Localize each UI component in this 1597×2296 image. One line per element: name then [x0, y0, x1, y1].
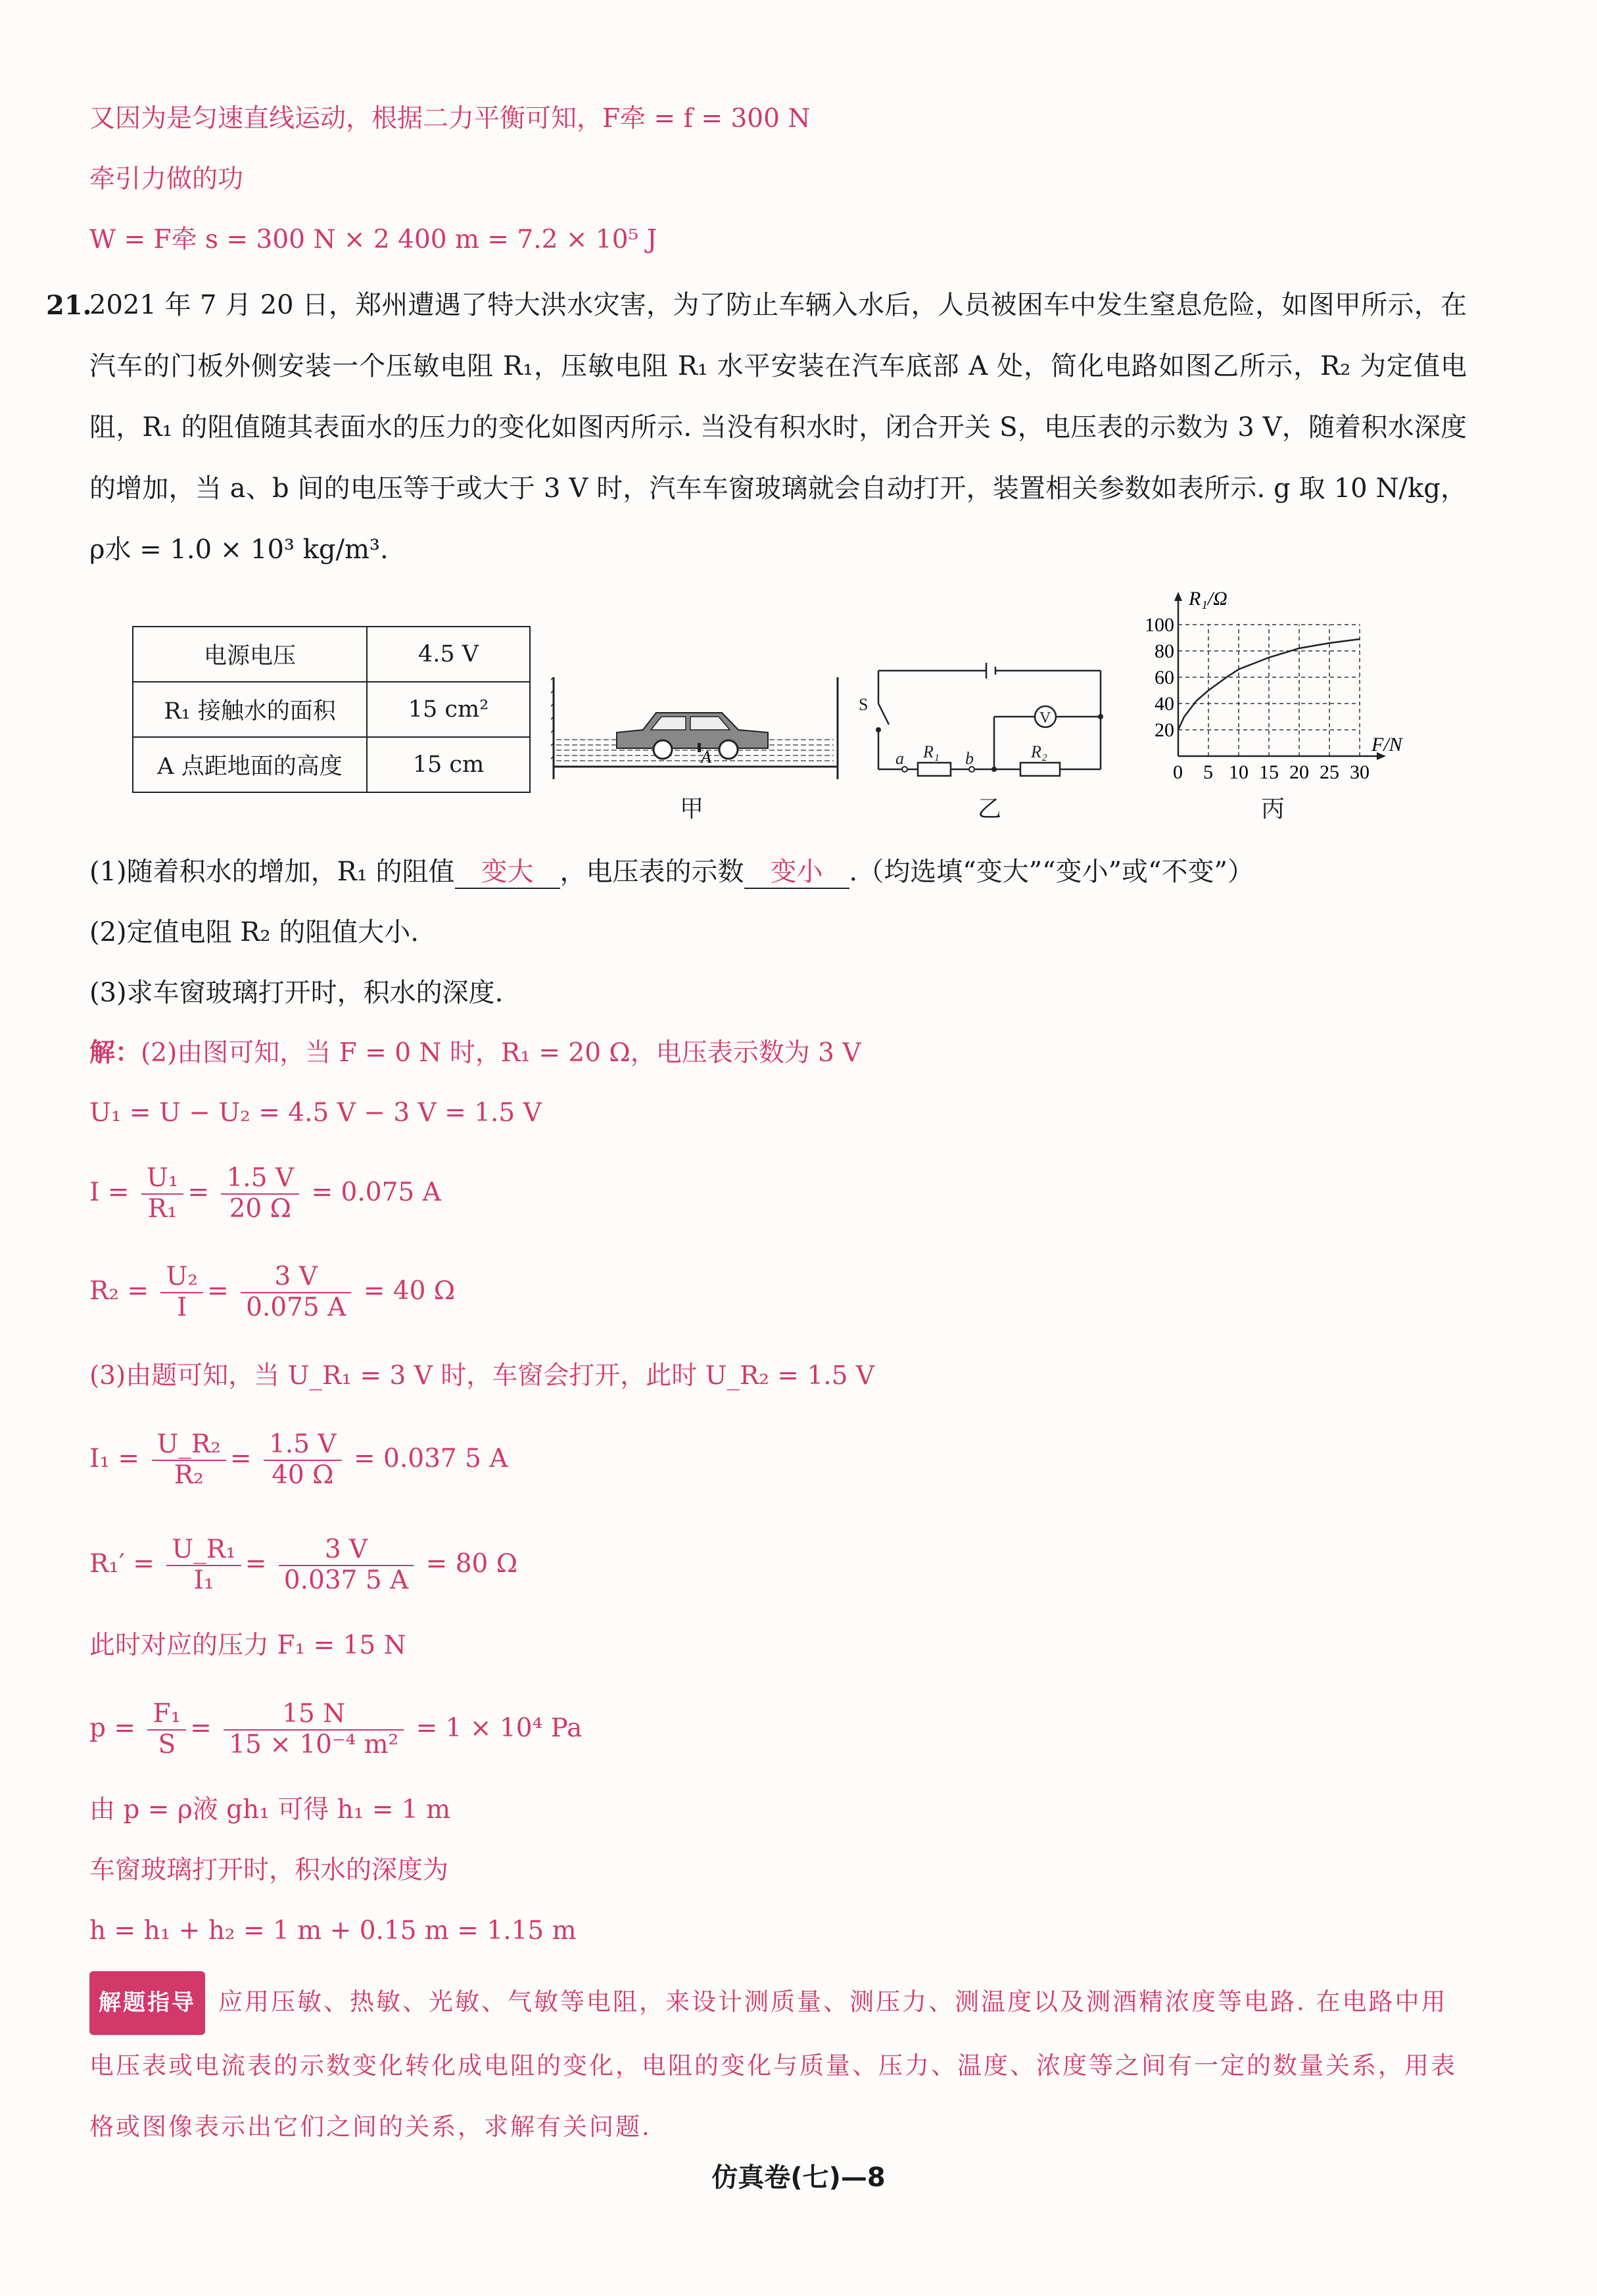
point-a-label: A — [701, 748, 711, 767]
table-row — [133, 737, 530, 792]
numerator: U₂ — [160, 1262, 203, 1293]
numerator: 3 V — [279, 1535, 414, 1566]
params-table — [132, 626, 531, 793]
question-text: 2021 年 7 月 20 日，郑州遭遇了特大洪水灾害，为了防止车辆入水后，人员被困车中发生窒息危险，如图甲所示，在汽车的门板外侧安装一个压敏电阻 R₁，压敏电阻 R₁ 水平安装在汽车底部 A 处，简化电路如图乙所示，R₂ 为定值电阻，R₁ 的阻值随其表面水的压力的变化如图丙所示. 当没有积水时，闭合开关 S，电压表的示数为 3 V，随着积水深度的增加，当 a、b 间的电压等于或大于 3 V 时，汽车车窗玻璃就会自动打开，装置相关参数如表所示. g 取 10 N/kg，ρ水 = 1.0 × 10³ kg/m³. — [89, 290, 1467, 565]
figure-label-yi: 乙 — [978, 796, 1002, 823]
formula-pressure: p = $\frac{\text{F₁}}{S}$ = $\frac{15 N}{\text{15 × 10⁻⁴ m²}}$ = 1 × 10⁴ Pa — [89, 1699, 583, 1759]
table-row — [133, 682, 530, 737]
formula-lhs: I = — [89, 1177, 130, 1207]
x-tick-label: 5 — [1203, 761, 1213, 783]
x-tick-label: 15 — [1259, 761, 1279, 783]
table-cell-label: A 点距地面的高度 — [133, 737, 367, 792]
numerator: U₁ — [141, 1164, 184, 1195]
fraction — [221, 1164, 299, 1224]
prev-solution-line-1: 又因为是匀速直线运动，根据二力平衡可知，F牵 = f = 300 N — [89, 104, 811, 133]
r1-circuit-label: R₁ — [923, 742, 940, 761]
formula-result: = 80 Ω — [425, 1548, 518, 1579]
formula-lhs: I₁ = — [89, 1443, 140, 1473]
r2-circuit-label: R₂ — [1031, 742, 1047, 761]
question-21 — [46, 275, 1467, 581]
solution-line-1 — [89, 1038, 861, 1069]
formula-lhs: R₂ = — [89, 1276, 149, 1306]
subquestion-2: (2)定值电阻 R₂ 的阻值大小. — [89, 917, 419, 947]
solution-step-6: 车窗玻璃打开时，积水的深度为 — [89, 1855, 449, 1885]
y-tick-label: 60 — [1155, 667, 1174, 688]
fraction — [241, 1262, 351, 1323]
x-axis-label: F/N — [1371, 734, 1402, 755]
q1-middle: ，电压表的示数 — [560, 857, 744, 887]
denominator: I — [177, 1292, 187, 1322]
prev-solution-line-3: W = F牵 s = 300 N × 2 400 m = 7.2 × 10⁵ J — [89, 225, 657, 254]
point-b-circuit: b — [965, 749, 974, 768]
solution-step-4: 此时对应的压力 F₁ = 15 N — [89, 1631, 406, 1660]
formula-result: = 40 Ω — [363, 1276, 456, 1306]
formula-result: = 1 × 10⁴ Pa — [416, 1713, 583, 1743]
formula-current: I = $\frac{\text{U₁}}{\text{R₁}}$ = $\frac{1.5 V}{20 \Omega}$ = 0.075 A — [89, 1163, 441, 1224]
x-tick-label: 20 — [1289, 761, 1309, 783]
car-figure — [551, 664, 840, 782]
solution-label: 解： — [89, 1038, 141, 1068]
q1-suffix: .（均选填“变大”“变小”或“不变”） — [849, 857, 1254, 887]
formula-lhs: p = — [89, 1713, 136, 1743]
fraction — [224, 1700, 404, 1760]
formula-i1: I₁ = $\frac{\text{U\_R₂}}{\text{R₂}}$ = $\frac{1.5 V}{40 \Omega}$ = 0.037 5 A — [89, 1429, 508, 1490]
numerator: U_R₁ — [166, 1535, 241, 1566]
table-cell-value: 4.5 V — [367, 627, 530, 682]
y-tick-label: 100 — [1145, 614, 1174, 636]
table-cell-value: 15 cm — [367, 737, 530, 792]
denominator: R₂ — [174, 1460, 204, 1490]
y-tick-label: 80 — [1155, 640, 1174, 662]
denominator: S — [158, 1729, 176, 1759]
q1-answer-1: 变大 — [455, 856, 560, 889]
x-tick-label: 25 — [1320, 761, 1339, 783]
numerator: 15 N — [224, 1700, 404, 1731]
formula-r1-prime: R₁′ = $\frac{\text{U\_R₁}}{\text{I₁}}$ = $\frac{3 V}{0.037 5 A}$ = 80 Ω — [89, 1535, 518, 1595]
prev-solution-line-2: 牵引力做的功 — [89, 164, 244, 194]
numerator: 1.5 V — [264, 1430, 342, 1461]
point-a-circuit: a — [895, 749, 904, 768]
fraction — [279, 1535, 414, 1596]
voltmeter-label: V — [1039, 709, 1051, 727]
denominator: R₁ — [147, 1193, 178, 1224]
denominator: 40 Ω — [272, 1460, 334, 1490]
solution-step-5: 由 p = ρ液 gh₁ 可得 h₁ = 1 m — [89, 1795, 451, 1825]
formula-result: = 0.075 A — [311, 1177, 441, 1207]
table-cell-value: 15 cm² — [367, 682, 530, 737]
r1-force-chart — [1131, 585, 1420, 789]
solution-step-7: h = h₁ + h₂ = 1 m + 0.15 m = 1.15 m — [89, 1916, 577, 1946]
numerator: U_R₂ — [152, 1430, 226, 1461]
denominator: 0.075 A — [246, 1292, 346, 1322]
switch-label: S — [859, 695, 869, 714]
fraction — [166, 1535, 241, 1596]
circuit-figure — [855, 651, 1118, 782]
q1-answer-2: 变小 — [744, 856, 849, 889]
figure-label-jia: 甲 — [680, 796, 704, 823]
formula-r2: R₂ = $\frac{\text{U₂}}{I}$ = $\frac{3 V}{0.075 A}$ = 40 Ω — [89, 1262, 456, 1322]
formula-result: = 0.037 5 A — [353, 1443, 508, 1473]
x-tick-label: 10 — [1229, 761, 1249, 783]
numerator: F₁ — [147, 1700, 186, 1731]
y-tick-label: 20 — [1155, 719, 1174, 741]
table-cell-label: R₁ 接触水的面积 — [133, 682, 367, 737]
fraction — [147, 1700, 186, 1760]
denominator: I₁ — [193, 1565, 214, 1595]
fraction — [160, 1262, 203, 1323]
tip-badge: 解题指导 — [89, 1971, 205, 2035]
fraction — [152, 1430, 226, 1491]
page-footer: 仿真卷(七)—8 — [711, 2163, 886, 2193]
formula-lhs: R₁′ = — [89, 1548, 155, 1579]
denominator: 0.037 5 A — [283, 1565, 409, 1595]
subquestion-1 — [89, 856, 1254, 889]
denominator: 15 × 10⁻⁴ m² — [229, 1729, 399, 1759]
question-number: 21. — [46, 290, 92, 321]
solution-step-3: (3)由题可知，当 U_R₁ = 3 V 时，车窗会打开，此时 U_R₂ = 1.5 V — [89, 1361, 875, 1391]
numerator: 3 V — [241, 1262, 351, 1293]
x-tick-label: 30 — [1350, 761, 1370, 783]
y-axis-arrow — [1174, 592, 1182, 601]
solving-tip — [89, 1971, 1460, 2157]
q1-prefix: (1)随着积水的增加，R₁ 的阻值 — [89, 857, 455, 887]
y-axis-label: R₁/Ω — [1189, 588, 1228, 610]
tip-text: 应用压敏、热敏、光敏、气敏等电阻，来设计测质量、测压力、测温度以及测酒精浓度等电路. 在电路中用电压表或电流表的示数变化转化成电阻的变化，电阻的变化与质量、压力、温度、浓度等之间有一定的数量关系，用表格或图像表示出它们之间的关系，求解有关问题. — [89, 1988, 1457, 2141]
fraction — [141, 1164, 184, 1224]
table-row — [133, 627, 530, 682]
x-tick-label: 0 — [1173, 761, 1183, 783]
solution-step-1: (2)由图可知，当 F = 0 N 时，R₁ = 20 Ω，电压表示数为 3 V — [141, 1038, 861, 1068]
subquestion-3: (3)求车窗玻璃打开时，积水的深度. — [89, 978, 504, 1008]
numerator: 1.5 V — [221, 1164, 299, 1195]
fraction — [264, 1430, 342, 1491]
figure-label-bing: 丙 — [1261, 796, 1285, 823]
denominator: 20 Ω — [229, 1193, 291, 1224]
y-tick-label: 40 — [1155, 693, 1174, 715]
solution-line-2: U₁ = U − U₂ = 4.5 V − 3 V = 1.5 V — [89, 1098, 542, 1128]
table-cell-label: 电源电压 — [133, 627, 367, 682]
